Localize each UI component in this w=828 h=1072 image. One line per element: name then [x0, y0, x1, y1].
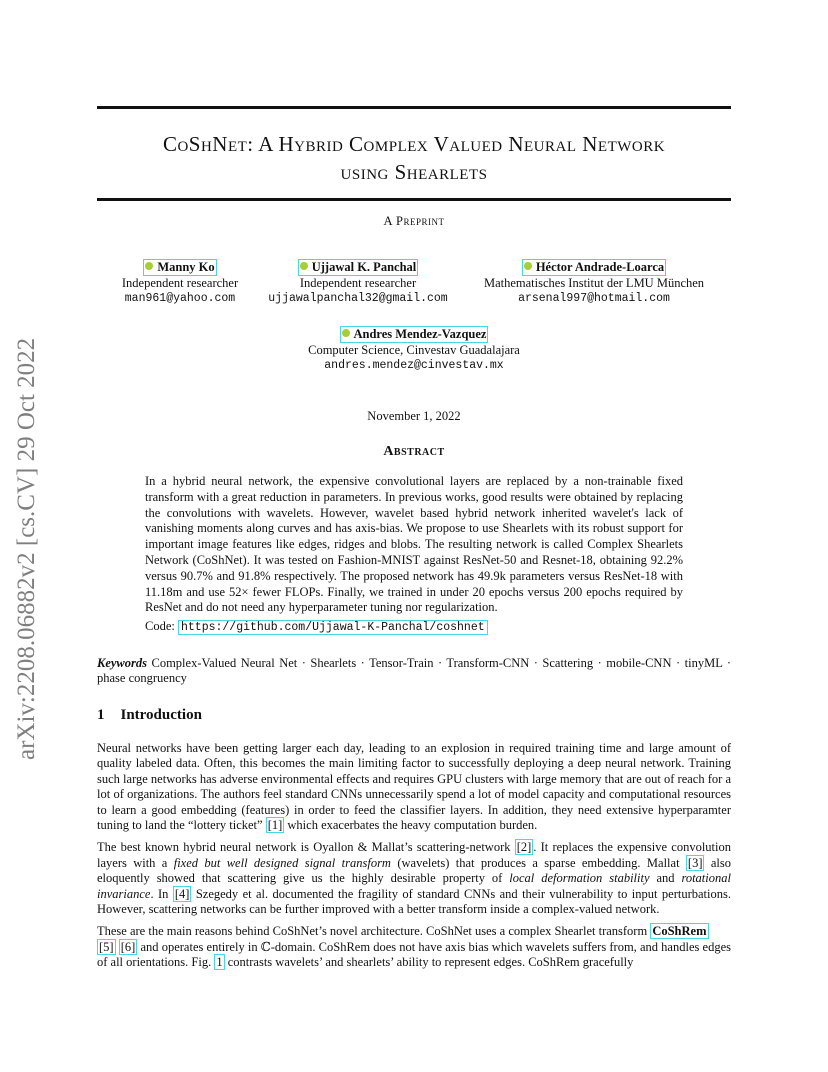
figure-ref-link[interactable]: 1: [216, 955, 223, 970]
author-block: [470, 259, 718, 306]
orcid-icon[interactable]: [524, 262, 532, 270]
title-line-1: CoShNet: A Hybrid Complex Valued Neural Network: [162, 132, 666, 156]
citation-link[interactable]: [3]: [687, 855, 703, 870]
arxiv-identifier: arXiv:2208.06882v2 [cs.CV] 29 Oct 2022: [13, 337, 40, 760]
abstract-heading: Abstract: [383, 444, 445, 459]
title-line-2: using Shearlets: [340, 160, 488, 184]
citation-link[interactable]: [1]: [267, 818, 283, 833]
author-affiliation: Mathematisches Institut der LMU München: [483, 276, 705, 290]
author-email: arsenal997@hotmail.com: [518, 292, 670, 305]
author-name-link[interactable]: [143, 259, 216, 276]
section-number: 1: [97, 707, 105, 723]
author-name: Manny Ko: [157, 260, 215, 274]
code-line: [145, 619, 683, 636]
author-name: Ujjawal K. Panchal: [311, 260, 417, 274]
author-name-link[interactable]: [522, 259, 666, 276]
intro-paragraph-2: The best known hybrid neural network is Oyallon & Mallat’s scattering-network [2] . It replaces the expensive convolution layers with a fixed but well designed signal transform (wavelets) that produces a sparse embedding. Mallat [3] also eloquently showed that scattering give us the highly desirable property of local deformation stability and rotational invariance. In [4] Szegedy et al. documented the fragility of standard CNNs and their vulnerability to input perturbations. However, scattering networks can be further improved with a better transform inside a complex-valued network.: [97, 840, 731, 917]
author-email: man961@yahoo.com: [124, 292, 236, 305]
author-email: ujjawalpanchal32@gmail.com: [268, 292, 448, 305]
orcid-icon[interactable]: [342, 329, 350, 337]
orcid-icon[interactable]: [145, 262, 153, 270]
citation-link[interactable]: [2]: [516, 840, 532, 855]
orcid-icon[interactable]: [300, 262, 308, 270]
author-name-link[interactable]: [298, 259, 419, 276]
paper-title: [97, 130, 731, 186]
keywords: [97, 656, 731, 687]
author-affiliation: Independent researcher: [299, 276, 417, 290]
author-affiliation: Independent researcher: [121, 276, 239, 290]
author-email: andres.mendez@cinvestav.mx: [324, 359, 504, 372]
coshrem-link[interactable]: CoShRem: [652, 924, 707, 939]
author-name: Andres Mendez-Vazquez: [353, 327, 487, 341]
intro-paragraph-3: These are the main reasons behind CoShNet’s novel architecture. CoShNet uses a complex Shearlet transform CoShRem [5] [6] and operates entirely in ℂ-domain. CoShRem does not have axis bias which wavelets suffers from, and handles edges of all orientations. Fig. 1 contrasts wavelets’ and shearlets’ ability to represent edges. CoShRem gracefully: [97, 924, 731, 970]
keywords-label: Keywords: [97, 656, 147, 670]
title-top-rule: [97, 106, 731, 109]
intro-paragraph-1: Neural networks have been getting larger each day, leading to an explosion in required training time and large amount of quality labeled data. Often, this becomes the main limiting factor to successfully deploying a deep neural network. Training such large networks has adverse environmental effects and requires GPU clusters with large memory that are out of reach for a lot of organizations. The authors feel standard CNNs unnecessarily spend a lot of model capacity and computational resources to learn a good embedding (features) in order to feed the classifier layers. In addition, they need extensive hyperparamter tuning to land the “lottery ticket” [1] which exacerbates the heavy computation burden.: [97, 741, 731, 833]
citation-link[interactable]: [6]: [120, 939, 136, 954]
code-url-link[interactable]: https://github.com/Ujjawal-K-Panchal/coshnet: [178, 620, 488, 635]
abstract-text: In a hybrid neural network, the expensive convolutional layers are replaced by a non-trainable fixed transform with a great reduction in parameters. In previous works, good results were obtained by replacing the convolutions with wavelets. However, wavelet based hybrid network inherited wavelet's lack of vanishing moments along curves and has axis-bias. We propose to use Shearlets with its robust support for important image features like edges, ridges and blobs. The resulting network is called Complex Shearlets Network (CoShNet). It was tested on Fashion-MNIST against ResNet-50 and Resnet-18, obtaining 92.2% versus 90.7% and 91.8% respectively. The proposed network has 49.9k parameters versus ResNet-18 with 11.18m and use 52× fewer FLOPs. Finally, we trained in under 20 epochs versus 200 epochs required by ResNet and do not need any hyperparameter tuning nor regularization.: [145, 474, 683, 615]
abstract: [145, 474, 683, 636]
citation-link[interactable]: [5]: [99, 939, 114, 954]
paper-date: November 1, 2022: [367, 409, 461, 423]
author-block: [284, 326, 544, 373]
citation-link[interactable]: [4]: [174, 886, 190, 901]
section-heading: [97, 707, 202, 724]
keywords-text: Complex-Valued Neural Net · Shearlets · Tensor-Train · Transform-CNN · Scattering · mobile-CNN · tinyML · phase congruency: [97, 656, 732, 686]
author-block: [100, 259, 260, 306]
title-bottom-rule: [97, 198, 731, 201]
author-name-link[interactable]: [340, 326, 489, 343]
section-title: Introduction: [120, 707, 202, 723]
code-label: Code:: [145, 619, 175, 634]
introduction-body: [97, 741, 731, 978]
author-block: [258, 259, 458, 306]
author-name: Héctor Andrade-Loarca: [535, 260, 665, 274]
preprint-label: A Preprint: [383, 214, 445, 228]
author-affiliation: Computer Science, Cinvestav Guadalajara: [308, 343, 520, 357]
